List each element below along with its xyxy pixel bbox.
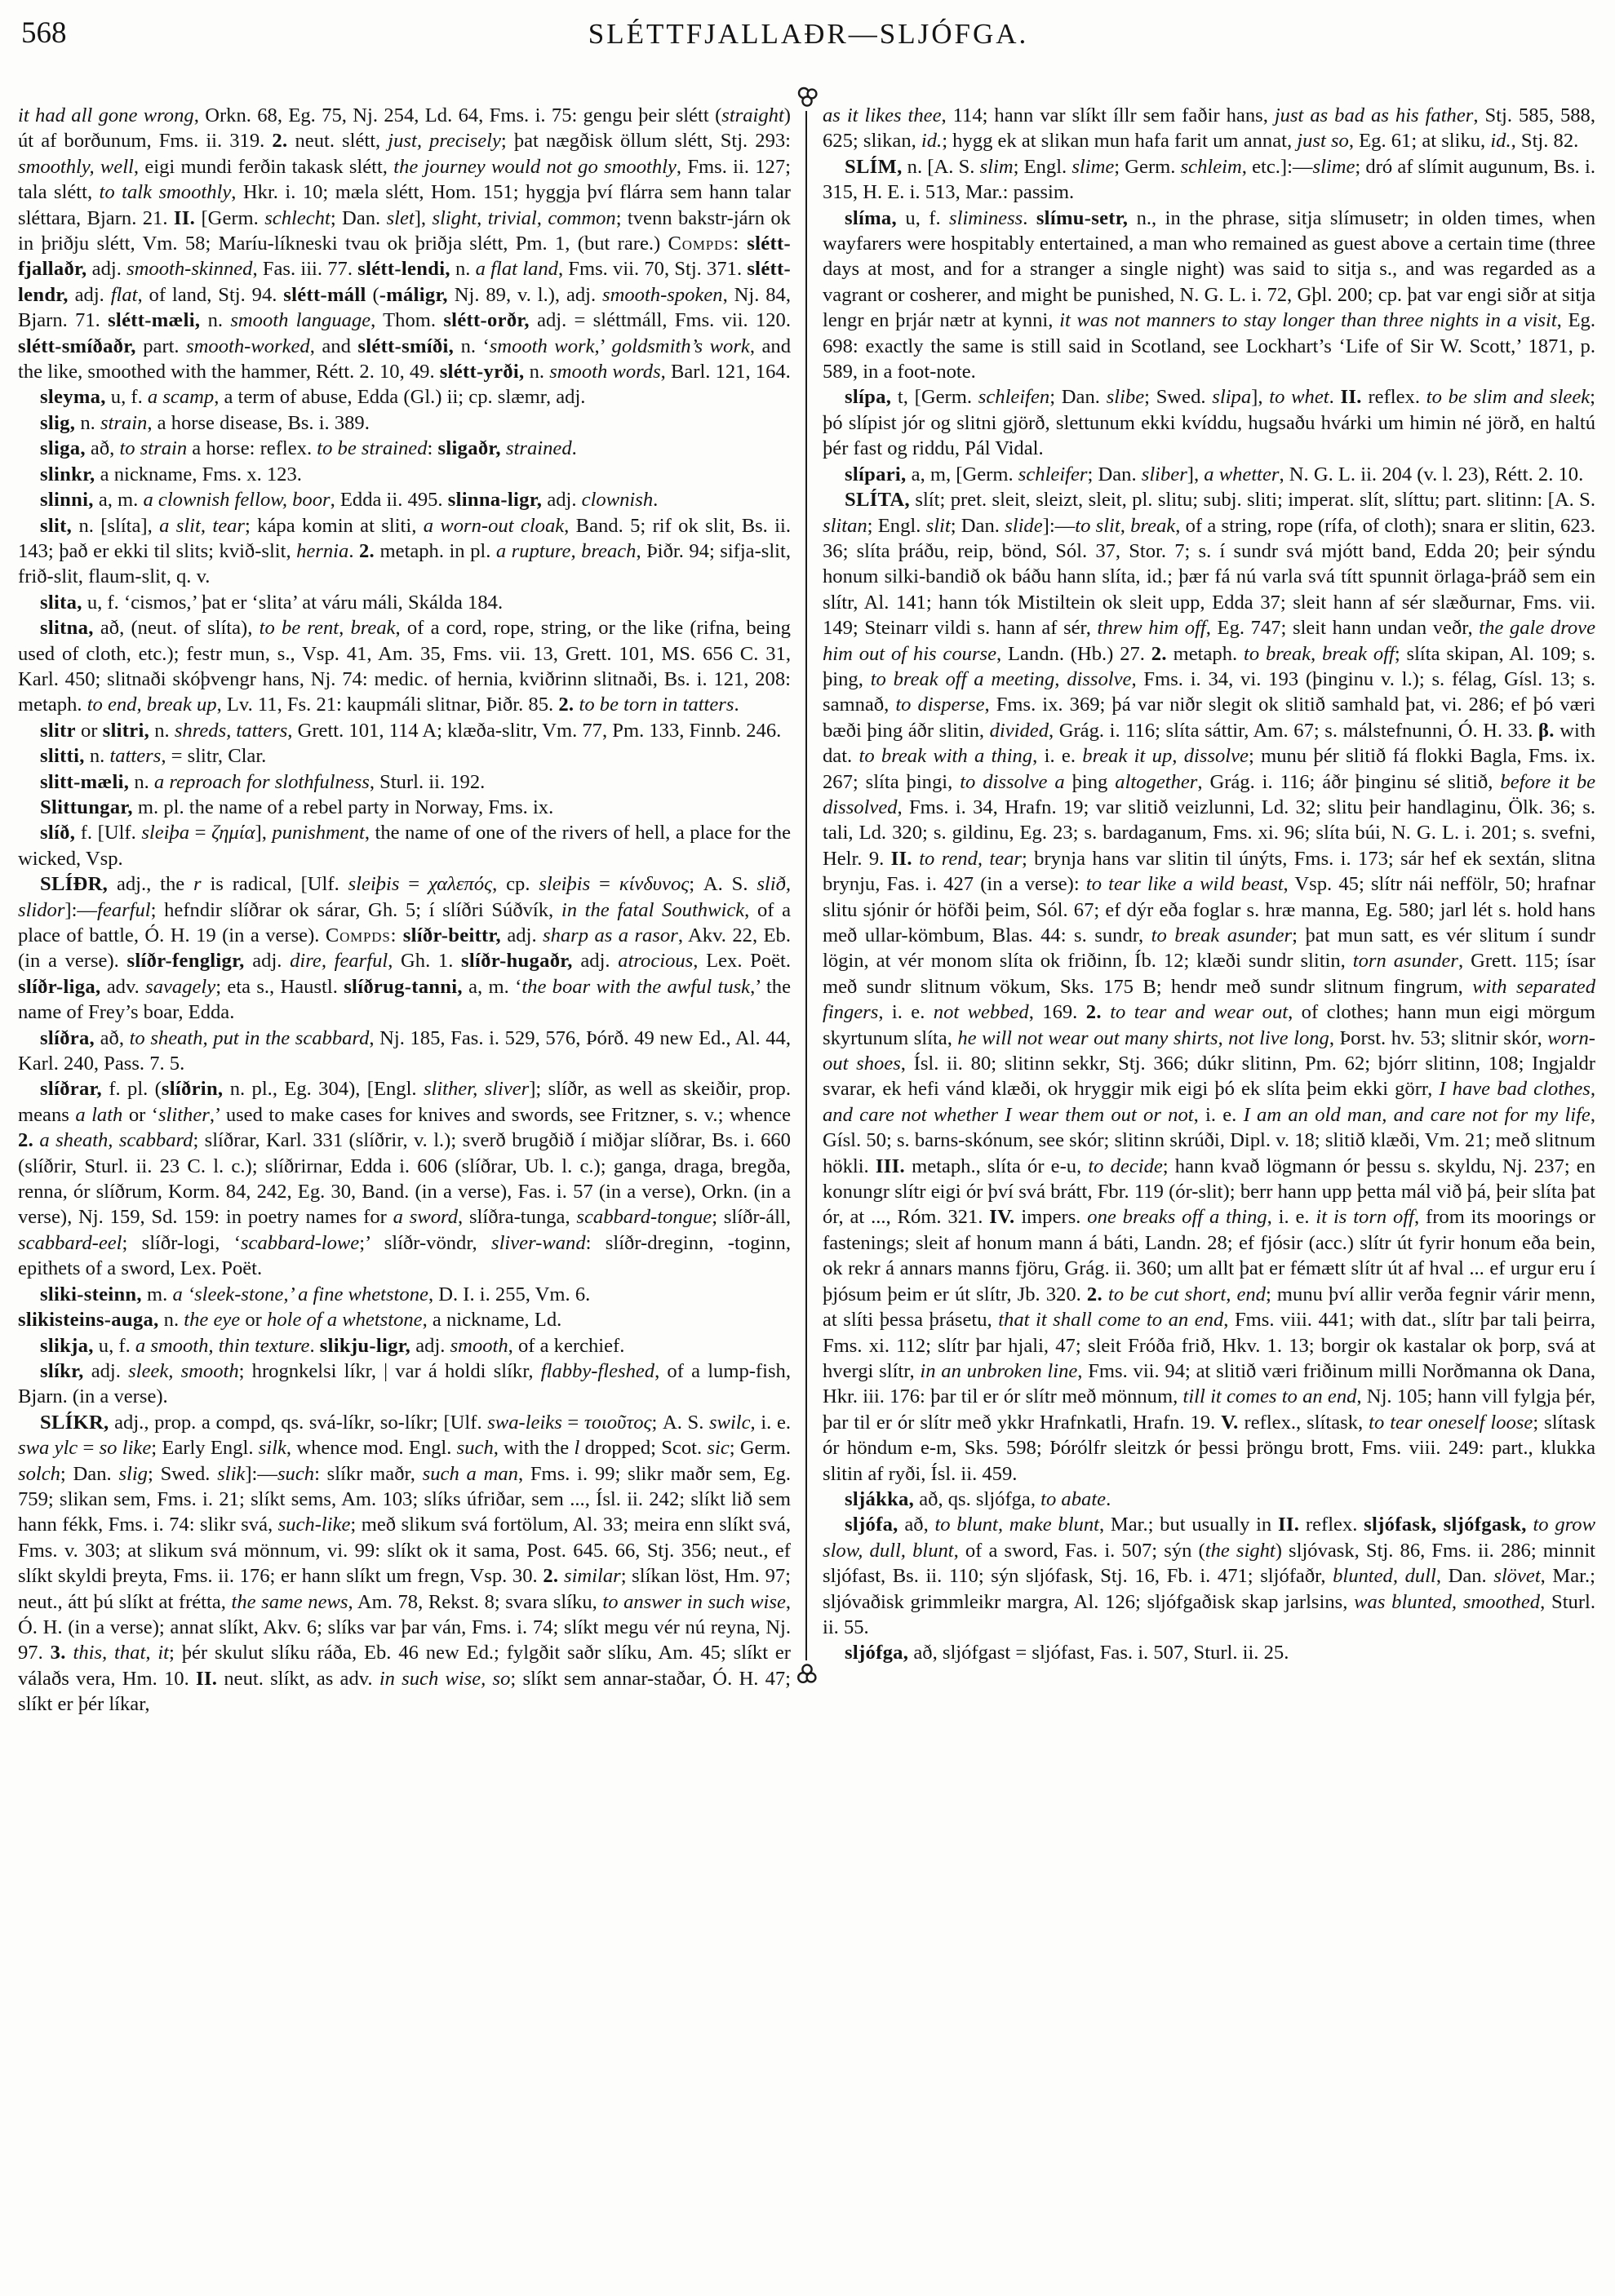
dictionary-entry: slikja, u, f. a smooth, thin texture. slikju-ligr, adj. smooth, of a kerchief.: [40, 1334, 625, 1357]
page-header: [18, 11, 1599, 90]
dictionary-entry: slig, n. strain, a horse disease, Bs. i. 389.: [40, 411, 370, 434]
dictionary-entry: as it likes thee, 114; hann var slíkt íllr sem faðir hans, just as bad as his father, Stj. 585, 588, 625; slikan, id.; hygg ek at slikan mun hafa farit um annat, just so, Eg. 61; at sliku, id., Stj. 82.: [823, 104, 1595, 153]
dictionary-entry: slíma, u, f. sliminess. slímu-setr, n., in the phrase, sitja slímusetr; in olden times, when wayfarers were hospitably entertained, a man who remained as guest above a certain time (three days at most, and for a stranger a single night) was said to sitja s., and was regarded as a vagrant or cosherer, and might be punished, N. G. L. i. 72, Gþl. 200; cp. þat var engi siðr at sitja lengr en þrjár nætr at kynni, it was not manners to stay longer than three nights in a visit, Eg. 698: exactly the same is still said in Scotland, see Lockhart’s ‘Life of Sir W. Scott,’ 1871, p. 589, in a foot-note.: [823, 206, 1596, 383]
dictionary-entry: sliga, að, to strain a horse: reflex. to be strained: sligaðr, strained.: [40, 437, 577, 460]
dictionary-entry: slíkr, adj. sleek, smooth; hrognkelsi líkr, | var á holdi slíkr, flabby-fleshed, of a lump-fish, Bjarn. (in a verse).: [18, 1359, 791, 1408]
dictionary-entry: SLÍÐR, adj., the r is radical, [Ulf. sleiþis = χαλεπός, cp. sleiþis = κίνδυνος; A. S. slið, slidor]:—fearful; hefndir slíðrar ok sárar, Gh. 5; í slíðri Súðvík, in the fatal Southwick, of a place of battle, Ó. H. 19 (in a verse). Compds: slíðr-beittr, adj. sharp as a rasor, Akv. 22, Eb. (in a verse). slíðr-fengligr, adj. dire, fearful, Gh. 1. slíðr-hugaðr, adj. atrocious, Lex. Poët. slíðr-liga, adv. savagely; eta s., Haustl. slíðrug-tanni, a, m. ‘the boar with the awful tusk,’ the name of Frey’s boar, Edda.: [18, 873, 792, 1024]
dictionary-entry: SLÍKR, adj., prop. a compd, qs. svá-líkr, so-líkr; [Ulf. swa-leiks = τοιοῦτος; A. S. swilc, i. e. swa ylc = so like; Early Engl. silk, whence mod. Engl. such, with the l dropped; Scot. sic; Germ. solch; Dan. slig; Swed. slik]:—such: slíkr maðr, such a man, Fms. i. 99; slikr maðr sem, Eg. 759; slikan sem, Fms. i. 21; slíkt sems, Am. 103; slíks úfriðar, sem ..., Ísl. ii. 242; slíkt lið sem hann fékk, Fms. i. 74: slikr svá, such-like; með slikum svá fortölum, Al. 33; meira enn slíkt svá, Fms. v. 303; at slikum svá mönnum, vi. 99: slíkt ok it sama, Post. 645. 66, Stj. 356; neut., ef slíkt skyldi þreyta, Fms. ii. 176; er hann slíkt um fregn, Vsp. 30. 2. similar; slíkan löst, Hm. 97; neut., átt þú slíkt at frétta, the same news, Am. 78, Rekst. 8; svara slíku, to answer in such wise, Ó. H. (in a verse); annat slíkt, Akv. 6; slíks var þar ván, Fms. i. 74; slíkt megu vér nú reyna, Nj. 97. 3. this, that, it; þér skulut slíku ráða, Eb. 46 new Ed.; fylgðit saðr slíku, Am. 45; slíkt er válaðs vera, Hm. 10. II. neut. slíkt, as adv. in such wise, so; slíkt sem annar-staðar, Ó. H. 47; slíkt er þér líkar,: [18, 1411, 792, 1716]
dictionary-entry: slípa, t, [Germ. schleifen; Dan. slibe; Swed. slipa], to whet. II. reflex. to be slim and sleek; þó slípist jór og slitni gjörð, slettunum ekki kvíddu, hugsaðu hvárki um himin né jörð, en haltú þér fast og riddu, Pál Vidal.: [823, 386, 1595, 460]
right-column: [823, 103, 1595, 1718]
trefoil-pen-doodle-icon: [793, 85, 821, 109]
dictionary-entry: SLÍTA, slít; pret. sleit, sleizt, sleit, pl. slitu; subj. sliti; imperat. slít, slíttu; part. slitinn: [A. S. slitan; Engl. slit; Dan. slide]:—to slit, break, of a string, rope (rífa, of cloth); snara er slitin, 623. 36; slíta þráðu, reip, bönd, Sól. 37, Stor. 7; s. í sundr svá mjótt band, Edda 20; þeir sýndu honum silki-bandið ok báðu hann slíta, id.; þær fá nú varla svá títt spunnit örlaga-þráð sem ein slítr, Al. 141; hann tók Mistiltein ok sleit upp, Edda 37; sleit hann af sér slæðurnar, Fms. vii. 149; Steinarr vildi s. hann af sér, threw him off, Eg. 747; sleit hann undan veðr, the gale drove him out of his course, Landn. (Hb.) 27. 2. metaph. to break, break off; slíta skipan, Al. 109; s. þing, to break off a meeting, dissolve, Fms. i. 34, vi. 193 (þinginu v. l.); s. félag, Gísl. 13; s. samnað, to disperse, Fms. ix. 369; þá var niðr slegit ok slitið samhald þat, vi. 286; ef þó væri bæði þing áðr slitin, divided, Grág. i. 116; slíta sáttir, Am. 67; s. málstefnunni, Ó. H. 33. β. with dat. to break with a thing, i. e. break it up, dissolve; munu þér slitið fá flokki Bagla, Fms. ix. 267; slíta þingi, to dissolve a þing altogether, Grág. i. 116; áðr þinginu sé slitið, before it be dissolved, Fms. i. 34, Hrafn. 19; var slitið veizlunni, Ld. 32; slitu þeir handlaginu, Ölk. 36; s. tali, Ld. 320; s. gildinu, Eg. 23; s. bardaganum, Fms. xi. 96; slíta búi, N. G. L. i. 201; s. svefni, Helr. 9. II. to rend, tear; brynja hans var slitin til únýts, Fms. i. 173; sár hef ek sextán, slitna brynju, Fas. i. 427 (in a verse): to tear like a wild beast, Vsp. 45; slítr nái neffölr, 50; hrafnar slitu sjónir ór höfði þeim, Sól. 67; ef dýr eða foglar s. hræ manna, Eg. 580; jarl lét s. hold hans með ullar-kömbum, Blas. 44: s. sundr, to break asunder; þat mun satt, es vér slitum í sundr lögin, at vér monom slíta ok friðinn, Íb. 12; klæði sundr slitin, torn asunder, Grett. 115; ísar með sundr slitnum vökum, Sks. 175 B; hendr með sundr slitnum fingrum, with separated fingers, i. e. not webbed, 169. 2. to tear and wear out, of clothes; hann mun eigi mörgum skyrtunum slíta, he will not wear out many shirts, not live long, Þorst. hv. 53; slitnir skór, worn-out shoes, Ísl. ii. 80; slitinn sekkr, Stj. 366; dúkr slitinn, Pm. 62; bjórr slitinn, 108; Ingjaldr svarar, ek hefi vánd klæði, ok hryggir mik eigi þó ek slíta þeim ekki görr, I have bad clothes, and care not whether I wear them out or not, i. e. I am an old man, and care not for my life, Gísl. 50; s. barns-skónum, see skór; slitinn skrúði, Dipl. v. 18; slitið klæði, Vm. 21; með slitnum hökli. III. metaph., slíta ór e-u, to decide; hann kvað lögmann ór þessu s. skyldu, Nj. 237; en konungr slítr eigi ór því svá brátt, Fbr. 119 (ór-slit); berr hann upp þetta mál við þá, þeir slíta þat ór, at ..., Róm. 321. IV. impers. one breaks off a thing, i. e. it is torn off, from its moorings or fastenings; sleit af honum mann á báti, Landn. 28; ef fjósir (acc.) slítr út fyrir honum eða bein, ok rekr á annars manns fjöru, Grág. ii. 360; um allt þat er fémætt slítr út af hval ... ef urgur eru í þjósum þeim er út slítr, Jb. 320. 2. to be cut short, end; munu því allir verða fegnir várir menn, at slíti þessa þrásetu, that it shall come to an end, Fms. viii. 441; with dat., slítr þar tali þeirra, Fms. xi. 112; slítr þar hjali, 47; sleit Fróða frið, Hkv. 1. 13; borgir ok kastalar ok þorp, svá at hvergi slítr, in an unbroken line, Fms. vii. 94; at slitið væri friðinum milli Norðmanna ok Dana, Hkr. iii. 176: þar til er ór slítr með mönnum, till it comes to an end, Nj. 105; hann vill fylgja þér, þar til er ór slítr með ykkr Hrafnkatli, Hrafn. 19. V. reflex., slítask, to tear oneself loose; slítask ór höndum e-m, Sks. 598; Þórólfr sleitzk ór þessi þröngu brott, Fms. viii. 249: part., klukka slitin af ryði, Ísl. ii. 459.: [823, 489, 1596, 1485]
dictionary-entry: slíð, f. [Ulf. sleiþa = ζημία], punishment, the name of one of the rivers of hell, a place for the wicked, Vsp.: [18, 822, 792, 870]
column-divider: [791, 103, 823, 1718]
dictionary-entry: slikisteins-auga, n. the eye or hole of a whetstone, a nickname, Ld.: [18, 1309, 562, 1332]
left-column: [18, 103, 791, 1718]
dictionary-entry: slíðra, að, to sheath, put in the scabbard, Nj. 185, Fas. i. 529, 576, Þórð. 49 new Ed., Al. 44, Karl. 240, Pass. 7. 5.: [18, 1026, 791, 1075]
dictionary-entry: SLÍM, n. [A. S. slim; Engl. slime; Germ. schleim, etc.]:—slime; dró af slímit augunum, Bs. i. 315, H. E. i. 513, Mar.: passim.: [823, 155, 1595, 204]
dictionary-entry: Slittungar, m. pl. the name of a rebel party in Norway, Fms. ix.: [40, 796, 554, 818]
dictionary-entry: slita, u, f. ‘cismos,’ þat er ‘slita’ at váru máli, Skálda 184.: [40, 591, 504, 614]
column-divider-rule: [805, 111, 807, 1660]
text-columns: [18, 103, 1599, 1718]
page-title: SLÉTTFJALLAÐR—SLJÓFGA.: [588, 18, 1029, 50]
dictionary-entry: slitr or slitri, n. shreds, tatters, Grett. 101, 114 A; klæða-slitr, Vm. 77, Pm. 133, Finnb. 246.: [40, 719, 782, 742]
dictionary-entry: slitti, n. tatters, = slitr, Clar.: [40, 745, 267, 768]
dictionary-entry: slitna, að, (neut. of slíta), to be rent, break, of a cord, rope, string, or the like (rifna, being used of cloth, etc.); festr mun, s., Vsp. 41, Am. 35, Fms. vii. 13, Grett. 101, MS. 656 C. 31, Karl. 450; slitnaði skóþvengr hans, Nj. 74: medic. of hernia, kviðrinn slitnaði, Bs. i. 121, 208: metaph. to end, break up, Lv. 11, Fs. 21: kaupmáli slitnar, Þiðr. 85. 2. to be torn in tatters.: [18, 617, 791, 716]
trefoil-pen-doodle-icon: [793, 1662, 821, 1687]
dictionary-entry: slitt-mæli, n. a reproach for slothfulness, Sturl. ii. 192.: [40, 770, 486, 793]
dictionary-entry: slíðrar, f. pl. (slíðrin, n. pl., Eg. 304), [Engl. slither, sliver]; slíðr, as well as skeiðir, prop. means a lath or ‘slither,’ used to make cases for knives and swords, see Fritzner, s. v.; whence 2. a sheath, scabbard; slíðrar, Karl. 331 (slíðrir, v. l.); sverð brugðið í miðjar slíðrar, Bs. i. 660 (slíðrir, Sturl. ii. 23 C. l. c.); slíðrirnar, Edda i. 606 (slíðrar, Ub. l. c.); ganga, draga, bregða, renna, ór slíðrum, Korm. 84, 242, Eg. 30, Band. (in a verse), Fas. i. 57 (in a verse), Orkn. (in a verse), Nj. 159, Sd. 159: in poetry names for a sword, slíðra-tunga, scabbard-tongue; slíðr-áll, scabbard-eel; slíðr-logi, ‘scabbard-lowe;’ slíðr-vöndr, sliver-wand: slíðr-dreginn, -toginn, epithets of a sword, Lex. Poët.: [18, 1078, 791, 1280]
dictionary-entry: sljófga, að, sljófgast = sljófast, Fas. i. 507, Sturl. ii. 25.: [845, 1642, 1289, 1664]
page-number: 568: [21, 16, 67, 50]
dictionary-entry: slípari, a, m, [Germ. schleifer; Dan. sliber], a whetter, N. G. L. ii. 204 (v. l. 23), Rétt. 2. 10.: [845, 463, 1584, 485]
dictionary-entry: it had all gone wrong, Orkn. 68, Eg. 75, Nj. 254, Ld. 64, Fms. i. 75: gengu þeir slétt (straight) út af borðunum, Fms. ii. 319. 2. neut. slétt, just, precisely; þat nægðisk öllum slétt, Stj. 293: smoothly, well, eigi mundi ferðin takask slétt, the journey would not go smoothly, Fms. ii. 127; tala slétt, to talk smoothly, Hkr. i. 10; mæla slétt, Hom. 151; hyggja því flárra sem hann talar sléttara, Bjarn. 21. II. [Germ. schlecht; Dan. slet], slight, trivial, common; tvenn bakstr-járn ok in þriðju slétt, Vm. 58; Maríu-líkneski tvau ok þriðja slétt, Pm. 1, (but rare.) Compds: slétt-fjallaðr, adj. smooth-skinned, Fas. iii. 77. slétt-lendi, n. a flat land, Fms. vii. 70, Stj. 371. slétt-lendr, adj. flat, of land, Stj. 94. slétt-máll (-máligr, Nj. 89, v. l.), adj. smooth-spoken, Nj. 84, Bjarn. 71. slétt-mæli, n. smooth language, Thom. slétt-orðr, adj. = sléttmáll, Fms. vii. 120. slétt-smíðaðr, part. smooth-worked, and slétt-smíði, n. ‘smooth work,’ goldsmith’s work, and the like, smoothed with the hammer, Rétt. 2. 10, 49. slétt-yrði, n. smooth words, Barl. 121, 164.: [18, 104, 792, 383]
dictionary-entry: slit, n. [slíta], a slit, tear; kápa komin at sliti, a worn-out cloak, Band. 5; rif ok slit, Bs. ii. 143; það er ekki til slits; kvið-slit, hernia. 2. metaph. in pl. a rupture, breach, Þiðr. 94; sifja-slit, frið-slit, flaum-slit, q. v.: [18, 514, 791, 588]
dictionary-entry: sleyma, u, f. a scamp, a term of abuse, Edda (Gl.) ii; cp. slæmr, adj.: [40, 386, 586, 409]
dictionary-entry: slinkr, a nickname, Fms. x. 123.: [40, 463, 302, 485]
dictionary-entry: slinni, a, m. a clownish fellow, boor, Edda ii. 495. slinna-ligr, adj. clownish.: [40, 489, 659, 512]
dictionary-entry: sljákka, að, qs. sljófga, to abate.: [845, 1487, 1111, 1510]
dictionary-entry: sliki-steinn, m. a ‘sleek-stone,’ a fine whetstone, D. I. i. 255, Vm. 6.: [40, 1283, 591, 1305]
dictionary-entry: sljófa, að, to blunt, make blunt, Mar.; but usually in II. reflex. sljófask, sljófgask, to grow slow, dull, blunt, of a sword, Fas. i. 507; sýn (the sight) sljóvask, Stj. 86, Fms. ii. 286; minnit sljófast, Bs. ii. 110; sýn sljófask, Stj. 16, Fb. i. 471; sljófaðr, blunted, dull, Dan. slövet, Mar.; sljóvaðisk grimmleikr margra, Al. 126; sljófgaðisk skap jarlsins, was blunted, smoothed, Sturl. ii. 55.: [823, 1514, 1596, 1638]
